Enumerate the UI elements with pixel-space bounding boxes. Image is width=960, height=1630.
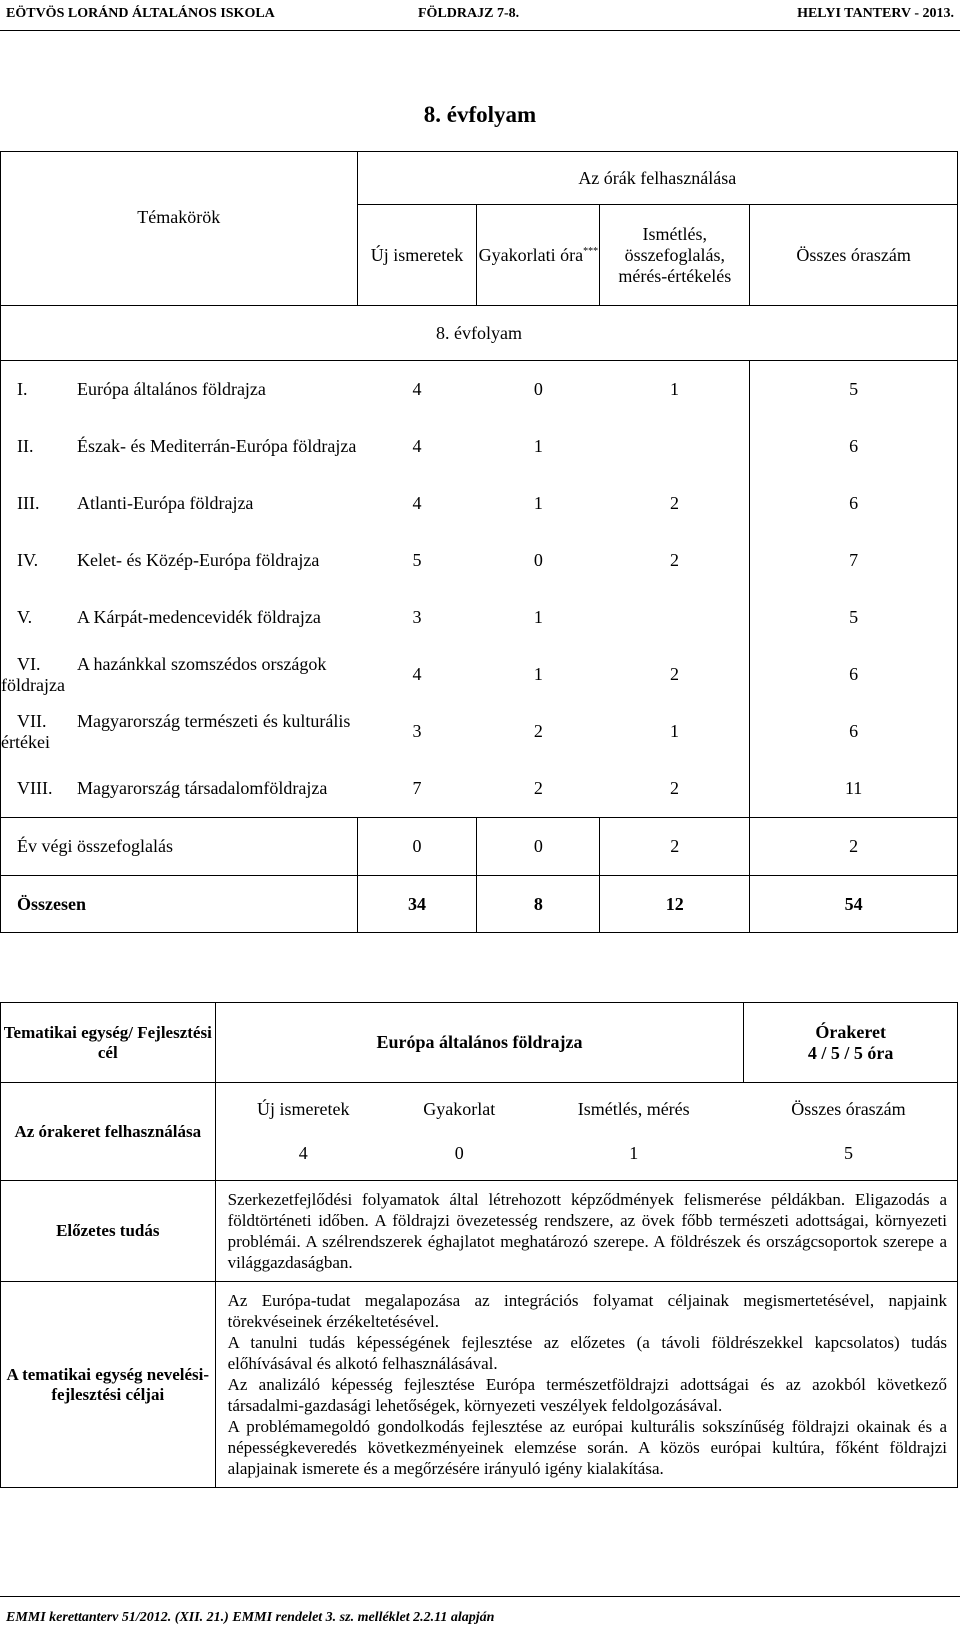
usage-header-new: Új ismeretek <box>257 1099 350 1119</box>
row-total: 6 <box>750 475 958 532</box>
row-new: 4 <box>412 664 422 684</box>
topic-cell <box>1 760 358 818</box>
row-practice: 1 <box>533 493 543 513</box>
total-total: 54 <box>750 876 958 933</box>
topic-row <box>1 361 958 419</box>
label-goals: A tematikai egység nevelési-fejlesztési céljai <box>1 1282 216 1488</box>
goals-text <box>215 1282 957 1488</box>
summary-topic: Év végi összefoglalás <box>1 818 358 876</box>
row-total: 7 <box>750 532 958 589</box>
total-new: 34 <box>357 876 477 933</box>
usage-value-practice: 0 <box>454 1143 464 1163</box>
page-footer: EMMI kerettanterv 51/2012. (XII. 21.) EMMI rendelet 3. sz. melléklet 2.2.11 alapján <box>6 1610 495 1625</box>
row-total: 6 <box>750 646 958 703</box>
row-new: 4 <box>357 361 477 419</box>
col-review: Ismétlés, összefoglalás, mérés-értékelés <box>600 205 750 306</box>
topic-cell <box>1 703 358 760</box>
prior-text: Szerkezetfejlődési folyamatok által létrehozott képződmények felismerése példákban. Eligazodás a földtörténeti időben. A földrajzi övezetesség rendszere, az övek főbb természeti adottságai, környezeti problémái. A szélrendszerek éghajlatot meghatározó szerepe. A földrészek és országcsoportok szerepe a világgazdaságban. <box>215 1181 957 1282</box>
topic-number: II. <box>17 436 34 456</box>
topic-row <box>1 760 958 818</box>
topic-name: A Kárpát-medencevidék földrajza <box>77 607 321 627</box>
topic-name: Észak- és Mediterrán-Európa földrajza <box>77 436 357 456</box>
topic-cell <box>1 646 358 703</box>
header-curriculum: HELYI TANTERV - 2013. <box>797 6 954 21</box>
goal-paragraph: Az analizáló képesség fejlesztése Európa természetföldrajzi adottságai és az azokból következő társadalmi-gazdasági lehetőségek, környezeti veszélyek feldolgozásával. <box>227 1375 947 1415</box>
row-new: 3 <box>412 607 422 627</box>
row-review: 1 <box>600 361 750 419</box>
col-practice-mark: *** <box>583 245 599 257</box>
topic-cell <box>1 475 358 532</box>
topic-row <box>1 418 958 475</box>
summary-new: 0 <box>357 818 477 876</box>
topic-cell <box>1 532 358 589</box>
total-topic: Összesen <box>1 876 358 933</box>
topic-number: III. <box>17 493 40 513</box>
row-practice: 2 <box>533 778 543 798</box>
topic-rows <box>1 361 958 818</box>
row-review: 2 <box>600 760 750 818</box>
topic-number: I. <box>17 379 28 399</box>
row-new: 4 <box>412 436 422 456</box>
row-new: 7 <box>412 778 422 798</box>
footer-rule <box>0 1596 960 1597</box>
topic-number: VIII. <box>17 778 53 798</box>
topic-number: V. <box>17 607 33 627</box>
row-practice: 2 <box>533 721 543 741</box>
goal-paragraph: Az Európa-tudat megalapozása az integrációs folyamat céljainak megismertetésével, napjaink törekvéseinek érzékeltetésével. <box>227 1291 947 1331</box>
summary-review: 2 <box>600 818 750 876</box>
topic-row <box>1 703 958 760</box>
row-total: 5 <box>750 589 958 646</box>
topic-name: Atlanti-Európa földrajza <box>77 493 254 513</box>
row-total: 5 <box>750 361 958 419</box>
col-practice <box>477 205 600 306</box>
row-new: 4 <box>412 493 422 513</box>
header-subject: FÖLDRAJZ 7-8. <box>418 6 520 21</box>
usage-value-total: 5 <box>843 1143 853 1163</box>
grade-row: 8. évfolyam <box>1 306 958 361</box>
label-unit: Tematikai egység/ Fejlesztési cél <box>1 1003 216 1083</box>
summary-total: 2 <box>750 818 958 876</box>
label-prior: Előzetes tudás <box>1 1181 216 1282</box>
row-review: 1 <box>600 703 750 760</box>
topic-name: Európa általános földrajza <box>77 379 266 399</box>
usage-value-new: 4 <box>298 1143 308 1163</box>
col-total: Összes óraszám <box>750 205 958 306</box>
row-review <box>600 418 750 475</box>
col-group: Az órák felhasználása <box>357 152 957 205</box>
label-hours: Órakeret <box>815 1021 886 1042</box>
row-total: 6 <box>750 703 958 760</box>
hours-table <box>0 151 958 933</box>
topic-cell <box>1 418 358 475</box>
hours-cell <box>744 1003 958 1083</box>
header-rule <box>0 30 960 31</box>
row-review <box>600 589 750 646</box>
col-new: Új ismeretek <box>357 205 477 306</box>
row-new: 3 <box>412 721 422 741</box>
summary-practice: 0 <box>477 818 600 876</box>
hours-value: 4 / 5 / 5 óra <box>807 1042 894 1063</box>
topic-name: A hazánkkal szomszédos országok földrajza <box>1 653 327 695</box>
row-practice: 1 <box>533 664 543 684</box>
grade-title: 8. évfolyam <box>423 102 537 127</box>
goal-paragraph: A tanulni tudás képességének fejlesztése az előzetes (a távoli földrészekkel kapcsolatos) tudás előhívásával és alkotó felhasználásával. <box>227 1333 947 1373</box>
topic-number: VI. <box>17 653 41 674</box>
usage-cell <box>215 1083 957 1181</box>
topic-row <box>1 589 958 646</box>
label-usage: Az órakeret felhasználása <box>1 1083 216 1181</box>
topic-row <box>1 646 958 703</box>
col-topics: Témakörök <box>1 152 358 306</box>
usage-header-practice: Gyakorlat <box>423 1099 496 1119</box>
goal-paragraph: A problémamegoldó gondolkodás fejlesztése az európai kulturális sokszínűség földrajzi okainak és a népességkeveredés következményeinek elemzése során. A közös európai kultúra, főként földrajzi alapjainak ismerete és a megőrzésére irányuló igény kialakítása. <box>227 1417 947 1478</box>
row-review: 2 <box>600 646 750 703</box>
usage-value-review: 1 <box>629 1143 639 1163</box>
row-practice: 0 <box>477 361 600 419</box>
usage-table <box>216 1088 957 1176</box>
row-practice: 0 <box>533 550 543 570</box>
topic-cell <box>1 361 358 419</box>
row-practice: 1 <box>533 607 543 627</box>
unit-table <box>0 1002 958 1488</box>
page-header <box>6 6 954 26</box>
topic-name: Kelet- és Közép-Európa földrajza <box>77 550 320 570</box>
topic-number: IV. <box>17 550 39 570</box>
row-practice: 1 <box>533 436 543 456</box>
topic-row <box>1 532 958 589</box>
header-school: EÖTVÖS LORÁND ÁLTALÁNOS ISKOLA <box>6 6 275 21</box>
col-practice-label: Gyakorlati óra <box>478 244 584 265</box>
topic-cell <box>1 589 358 646</box>
usage-header-review: Ismétlés, mérés <box>577 1099 690 1119</box>
row-review: 2 <box>600 475 750 532</box>
row-total: 6 <box>750 418 958 475</box>
row-new: 5 <box>412 550 422 570</box>
topic-row <box>1 475 958 532</box>
topic-name: Magyarország társadalomföldrajza <box>77 778 328 798</box>
usage-header-total: Összes óraszám <box>791 1099 906 1119</box>
topic-name: Magyarország természeti és kulturális értékei <box>1 710 351 752</box>
row-total: 11 <box>750 760 958 818</box>
total-review: 12 <box>600 876 750 933</box>
unit-title: Európa általános földrajza <box>215 1003 744 1083</box>
topic-number: VII. <box>17 710 47 731</box>
total-practice: 8 <box>477 876 600 933</box>
row-review: 2 <box>600 532 750 589</box>
